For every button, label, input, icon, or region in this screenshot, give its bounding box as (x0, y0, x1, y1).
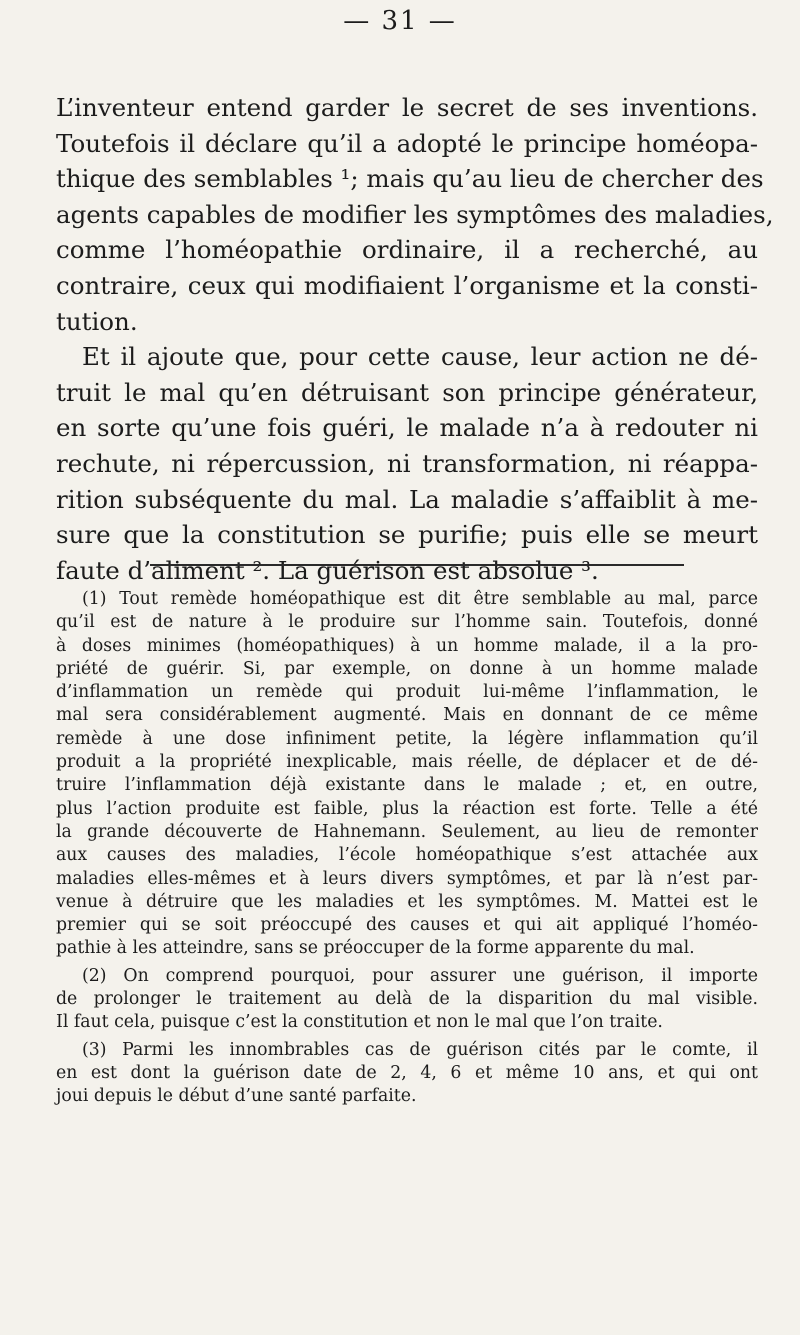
footnote-line: venue à détruire que les maladies et les symptômes. M. Mattei est le (56, 891, 758, 912)
text-line: sure que la constitution se purifie; puis elle se meurt (56, 520, 758, 550)
text-line: thique des semblables ¹; mais qu’au lieu de chercher des (56, 164, 764, 194)
page-number: — 31 — (343, 6, 457, 36)
footnote-1 (56, 588, 758, 961)
footnote-line: Il faut cela, puisque c’est la constitution et non le mal que l’on traite. (56, 1012, 663, 1033)
paragraph-1 (56, 90, 774, 339)
footnote-line: la grande découverte de Hahnemann. Seulement, au lieu de remonter (56, 821, 758, 842)
footnote-line: (1) Tout remède homéopathique est dit être semblable au mal, parce (82, 589, 758, 609)
footnote-line: priété de guérir. Si, par exemple, on donne à un homme malade (56, 658, 758, 679)
footnote-line: en est dont la guérison date de 2, 4, 6 et même 10 ans, et qui ont (56, 1062, 758, 1083)
footnote-2 (56, 965, 758, 1035)
footnote-line: (3) Parmi les innombrables cas de guérison cités par le comte, il (82, 1039, 758, 1060)
footnote-line: qu’il est de nature à le produire sur l’homme sain. Toutefois, donné (56, 612, 758, 633)
text-line: rechute, ni répercussion, ni transformation, ni réappa- (56, 448, 758, 478)
footnote-line: produit a la propriété inexplicable, mais réelle, de déplacer et de dé- (56, 752, 758, 773)
text-line: contraire, ceux qui modifiaient l’organisme et la consti- (56, 270, 758, 300)
text-line: L’inventeur entend garder le secret de ses inventions. (56, 93, 758, 122)
footnote-line: aux causes des maladies, l’école homéopathique s’est attachée aux (56, 845, 758, 866)
footnote-line: d’inflammation un remède qui produit lui-même l’inflammation, le (56, 682, 758, 703)
footnotes (56, 588, 758, 1113)
footnote-line: truire l’inflammation déjà existante dans le malade ; et, en outre, (56, 775, 758, 796)
main-text (56, 90, 774, 588)
text-line: Toutefois il déclare qu’il a adopté le principe homéopa- (56, 128, 758, 158)
footnote-line: plus l’action produite est faible, plus la réaction est forte. Telle a été (56, 798, 758, 819)
footnote-line: de prolonger le traitement au delà de la disparition du mal visible. (56, 989, 758, 1010)
text-line: rition subséquente du mal. La maladie s’affaiblit à me- (56, 484, 758, 514)
footnote-line: à doses minimes (homéopathiques) à un homme malade, il a la pro- (56, 635, 758, 656)
footnote-line: (2) On comprend pourquoi, pour assurer une guérison, il importe (82, 965, 758, 986)
text-line: en sorte qu’une fois guéri, le malade n’a à redouter ni (56, 413, 758, 443)
footnote-line: mal sera considérablement augmenté. Mais en donnant de ce même (56, 705, 758, 726)
text-line: agents capables de modifier les symptômes des maladies, (56, 199, 774, 229)
text-line: truit le mal qu’en détruisant son principe générateur, (56, 377, 758, 407)
text-line: faute d’aliment ². La guérison est absolue ³. (56, 555, 599, 585)
footnote-line: joui depuis le début d’une santé parfaite. (56, 1086, 417, 1107)
text-line: comme l’homéopathie ordinaire, il a recherché, au (56, 235, 758, 265)
footnote-line: premier qui se soit préoccupé des causes et qui ait appliqué l’homéo- (56, 915, 758, 936)
footnote-line: maladies elles-mêmes et à leurs divers symptômes, et par là n’est par- (56, 868, 758, 889)
footnote-line: remède à une dose infiniment petite, la légère inflammation qu’il (56, 728, 758, 749)
text-line: tution. (56, 306, 138, 336)
footnote-divider (150, 564, 684, 566)
text-line: Et il ajoute que, pour cette cause, leur action ne dé- (82, 342, 758, 372)
footnote-line: pathie à les atteindre, sans se préoccuper de la forme apparente du mal. (56, 938, 695, 959)
paragraph-2 (56, 339, 758, 588)
footnote-3 (56, 1039, 758, 1109)
